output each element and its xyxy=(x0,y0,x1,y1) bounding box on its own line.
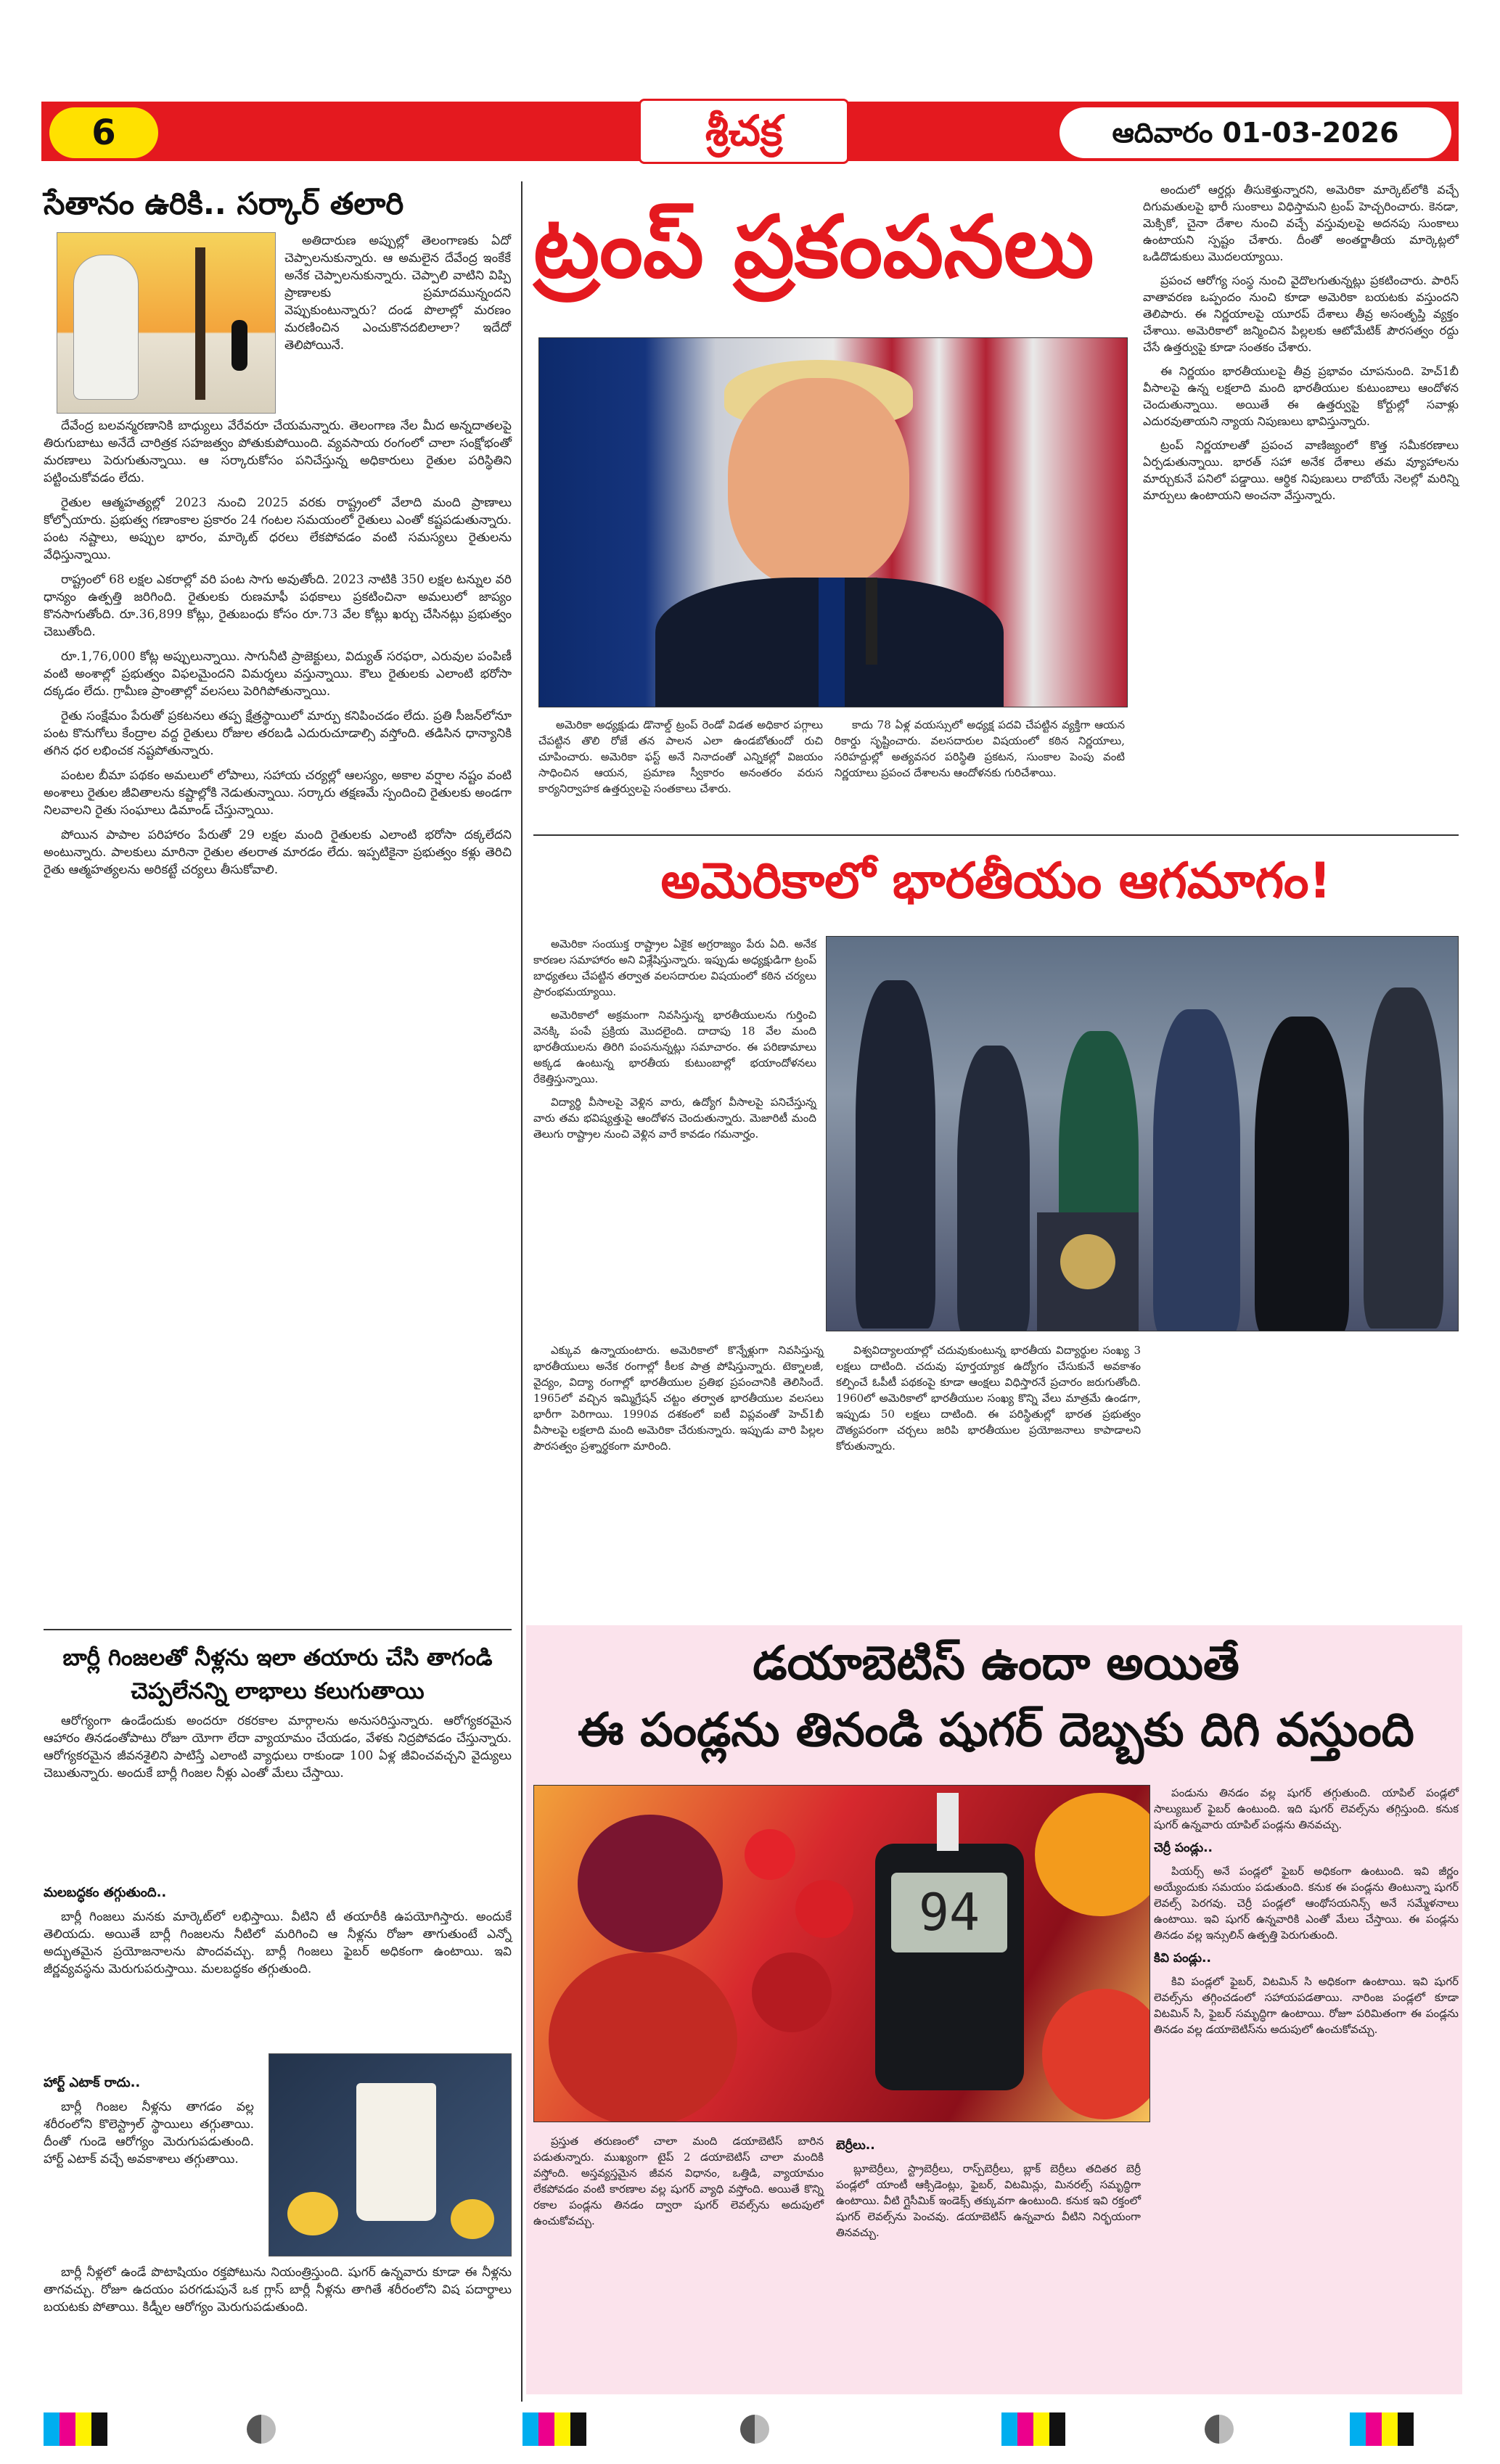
glucometer xyxy=(875,1844,1024,2090)
diabetes-subheading: బెర్రీలు.. xyxy=(836,2138,875,2153)
lemon-illustration xyxy=(451,2199,494,2239)
diabetes-story-headline: ఈ పండ్లను తినండి షుగర్ దెబ్బకు దిగి వస్తుంది xyxy=(578,1704,1414,1757)
cherry-illustration xyxy=(795,1880,853,1938)
diabetes-subheading: కివి పండ్లు.. xyxy=(1154,1951,1211,1966)
diabetes-story-column xyxy=(836,2133,1141,2248)
person-figure xyxy=(856,980,935,1328)
left-story-photo xyxy=(57,232,276,414)
sidebar-story-body xyxy=(44,1908,512,1985)
diabetes-story-column xyxy=(533,2133,824,2236)
america-story-paragraph: విద్యార్థి వీసాలపై వెళ్లిన వారు, ఉద్యోగ వీసాలపై పనిచేస్తున్న వారు తమ భవిష్యత్తుపై ఆందోళన చెందుతున్నారు. మెజారిటీ మంది తెలుగు రాష్ట్రాల నుంచి వెళ్లిన వారే కావడం గమనార్హం. xyxy=(533,1096,816,1141)
america-story-paragraph: విశ్వవిద్యాలయాల్లో చదువుకుంటున్న భారతీయ విద్యార్థుల సంఖ్య 3 లక్షలు దాటింది. చదువు పూర్తయ్యాక ఉద్యోగం చేసుకునే అవకాశం కల్పించే ఓపీటీ పథకంపై కూడా ఆంక్షలు విధిస్తారనే ప్రచారం జరుగుతోంది. 1960లో అమెరికాలో భారతీయుల సంఖ్య కొన్ని వేలు మాత్రమే ఉండగా, ఇప్పుడు 50 లక్షలు దాటింది. ఈ పరిస్థితుల్లో భారత ప్రభుత్వం దౌత్యపరంగా చర్చలు జరిపి భారతీయుల ప్రయోజనాలు కాపాడాలని కోరుతున్నారు. xyxy=(836,1344,1141,1453)
sidebar-story-body xyxy=(44,2264,512,2323)
trump-story-paragraph: ప్రపంచ ఆరోగ్య సంస్థ నుంచి వైదొలగుతున్నట్లు ప్రకటించారు. పారిస్ వాతావరణ ఒప్పందం నుంచి కూడా అమెరికా బయటకు వస్తుందని తెలిపారు. ఈ నిర్ణయాలపై యూరప్ దేశాలు తీవ్ర అసంతృప్తి వ్యక్తం చేశాయి. అమెరికాలో జన్మించిన పిల్లలకు ఆటోమేటిక్ పౌరసత్వం రద్దు చేసే ఉత్తర్వుపై కూడా సంతకం చేశారు. xyxy=(1143,274,1459,354)
trump-story-paragraph: కాదు 78 ఏళ్ల వయస్సులో అధ్యక్ష పదవి చేపట్టిన వ్యక్తిగా ఆయన రికార్డు సృష్టించారు. వలసదారుల విషయంలో కఠిన నిర్ణయాలు, సరిహద్దుల్లో అత్యవసర పరిస్థితి ప్రకటన, సుంకాల పెంపు వంటి నిర్ణయాలు ప్రపంచ దేశాలను ఆందోళనకు గురిచేశాయి. xyxy=(835,718,1125,779)
america-story-column xyxy=(533,1342,824,1461)
trump-story-headline: ట్రంప్ ప్రకంపనలు xyxy=(533,197,1094,297)
trump-story-paragraph: ఈ నిర్ణయం భారతీయులపై తీవ్ర ప్రభావం చూపనుంది. హెచ్1బీ వీసాలపై ఉన్న లక్షలాది మంది భారతీయుల కుటుంబాలు ఆందోళన చెందుతున్నాయి. అయితే ఈ ఉత్తర్వుపై కోర్టుల్లో సవాళ్లు ఎదురవుతాయని న్యాయ నిపుణులు భావిస్తున్నారు. xyxy=(1143,364,1459,428)
silhouette-illustration xyxy=(231,320,247,371)
trump-story-paragraph: అమెరికా అధ్యక్షుడు డొనాల్డ్ ట్రంప్ రెండో విడత అధికార పగ్గాలు చేపట్టిన తొలి రోజే తన పాలన ఎలా ఉండబోతుందో రుచి చూపించారు. అమెరికా ఫస్ట్ అనే నినాదంతో ఎన్నికల్లో విజయం సాధించిన ఆయన, ప్రమాణ స్వీకారం అనంతరం వరుస కార్యనిర్వాహక ఉత్తర్వులపై సంతకాలు చేశారు. xyxy=(538,718,823,795)
left-story-paragraph: రైతు సంక్షేమం పేరుతో ప్రకటనలు తప్ప క్షేత్రస్థాయిలో మార్పు కనిపించడం లేదు. ప్రతి సీజన్‌లోనూ పంట కొనుగోలు కేంద్రాల వద్ద రైతులు రోజుల తరబడి ఎదురుచూడాల్సి వస్తోంది. తడిసిన ధాన్యానికి తగిన ధర లభించక నష్టపోతున్నారు. xyxy=(44,709,512,758)
left-story-paragraph: పంటల బీమా పథకం అమలులో లోపాలు, సహాయ చర్యల్లో ఆలస్యం, అకాల వర్షాల నష్టం వంటి అంశాలు రైతుల జీవితాలను కష్టాల్లోకి నెడుతున్నాయి. సర్కారు తక్షణమే స్పందించి రైతులకు అండగా నిలవాలని రైతు సంఘాలు డిమాండ్ చేస్తున్నాయి. xyxy=(44,768,512,818)
apple-illustration xyxy=(549,1952,737,2122)
left-story-paragraph: పోయిన పాపాల పరిహారం పేరుతో 29 లక్షల మంది రైతులకు ఎలాంటి భరోసా దక్కలేదని అంటున్నారు. పాలకులు మారినా రైతుల తలరాత మారడం లేదు. ఇప్పటికైనా ప్రభుత్వం కళ్లు తెరిచి రైతు ఆత్మహత్యలను అరికట్టే చర్యలు తీసుకోవాలి. xyxy=(44,828,512,877)
sidebar-subheading: హార్ట్ ఎటాక్ రాదు.. xyxy=(44,2075,141,2090)
diabetes-story-paragraph: ప్రస్తుత తరుణంలో చాలా మంది డయాబెటిస్ బారిన పడుతున్నారు. ముఖ్యంగా టైప్ 2 డయాబెటిస్ చాలా మందికి వస్తోంది. అస్తవ్యస్తమైన జీవన విధానం, ఒత్తిడి, వ్యాయామం లేకపోవడం వంటి కారణాల వల్ల షుగర్ వ్యాధి వస్తోంది. అయితే కొన్ని రకాల పండ్లను తినడం ద్వారా షుగర్ లెవల్స్‌ను అదుపులో ఉంచుకోవచ్చు. xyxy=(533,2135,824,2227)
sidebar-story-intro xyxy=(44,1712,512,1789)
diabetes-story-paragraph: పియర్స్ అనే పండ్లలో ఫైబర్ అధికంగా ఉంటుంది. ఇవి జీర్ణం అయ్యేందుకు సమయం పడుతుంది. కనుక ఈ పండ్లను తింటున్నా షుగర్ లెవల్స్ పెరగవు. చెర్రీ పండ్లలో ఆంథోసయనిన్స్ అనే సమ్మేళనాలు ఉంటాయి. ఇవి షుగర్ ఉన్నవారికి ఎంతో మేలు చేస్తాయి. ఈ పండ్లను తినడం వల్ల ఇన్సులిన్ ఉత్పత్తి పెరుగుతుంది. xyxy=(1154,1865,1459,1942)
person-figure xyxy=(73,255,139,400)
left-story-intro xyxy=(284,232,511,361)
sidebar-story-paragraph: బార్లీ నీళ్లలో ఉండే పొటాషియం రక్తపోటును నియంత్రిస్తుంది. షుగర్ ఉన్నవారు కూడా ఈ నీళ్లను తాగవచ్చు. రోజూ ఉదయం పరగడుపునే ఒక గ్లాస్ బార్లీ నీళ్లను తాగితే శరీరంలోని విష పదార్థాలు బయటకు పోతాయి. కిడ్నీల ఆరోగ్యం మెరుగుపడుతుంది. xyxy=(44,2265,512,2315)
america-story-column xyxy=(836,1342,1141,1461)
barley-drink-photo xyxy=(269,2053,512,2256)
dateline: ఆదివారం 01-03-2026 xyxy=(1060,107,1451,158)
registration-mark xyxy=(740,2415,769,2444)
left-story-headline: సేతానం ఉరికి.. సర్కార్ తలారి xyxy=(44,186,404,221)
america-story-paragraph: అమెరికాలో అక్రమంగా నివసిస్తున్న భారతీయులను గుర్తించి వెనక్కి పంపే ప్రక్రియ మొదలైంది. దాదాపు 18 వేల మంది భారతీయులను తిరిగి పంపనున్నట్లు సమాచారం. ఈ పరిణామాలు అక్కడ ఉంటున్న భారతీయ కుటుంబాల్లో భయాందోళనలు రేకెత్తిస్తున్నాయి. xyxy=(533,1009,816,1085)
cherry-illustration xyxy=(745,1829,795,1880)
test-strip xyxy=(937,1793,959,1851)
diabetes-story-paragraph: పండును తినడం వల్ల షుగర్ తగ్గుతుంది. యాపిల్ పండ్లలో సాల్యుబుల్ ఫైబర్ ఉంటుంది. ఇది షుగర్ లెవల్స్‌ను తగ్గిస్తుంది. కనుక షుగర్ ఉన్నవారు యాపిల్ పండ్లను తినవచ్చు. xyxy=(1154,1786,1459,1831)
sidebar-story-headline: బార్లీ గింజలతో నీళ్లను ఇలా తయారు చేసి తాగండి చెప్పలేనన్ని లాభాలు కలుగుతాయి xyxy=(62,1645,493,1704)
registration-mark xyxy=(1205,2415,1234,2444)
color-registration-bar xyxy=(44,2412,107,2446)
cherry-illustration xyxy=(752,1952,832,2032)
diabetes-story-paragraph: బ్లూబెర్రీలు, స్ట్రాబెర్రీలు, రాస్ప్‌బెర్రీలు, బ్లాక్ బెర్రీలు తదితర బెర్రీ పండ్లలో యాంటీ ఆక్సిడెంట్లు, ఫైబర్, విటమిన్లు, మినరల్స్ సమృద్ధిగా ఉంటాయి. వీటి గ్లైసీమిక్ ఇండెక్స్ తక్కువగా ఉంటుంది. కనుక ఇవి రక్తంలో షుగర్ లెవల్స్‌ను పెంచవు. డయాబెటిస్ ఉన్నవారు వీటిని నిర్భయంగా తినవచ్చు. xyxy=(836,2162,1141,2239)
america-story-headline: అమెరికాలో భారతీయం ఆగమాగం! xyxy=(660,853,1332,910)
left-story-paragraph: రాష్ట్రంలో 68 లక్షల ఎకరాల్లో వరి పంట సాగు అవుతోంది. 2023 నాటికి 350 లక్షల టన్నుల వరి ధాన్యం ఉత్పత్తి జరిగింది. రైతులకు రుణమాఫీ పథకాలు ప్రకటించినా అమలులో జాప్యం కొనసాగుతోంది. రూ.36,899 కోట్లు, రైతుబంధు కోసం రూ.73 వేల కోట్లు ఖర్చు చేసినట్లు ప్రభుత్వం చెబుతోంది. xyxy=(44,572,512,639)
microphone-icon xyxy=(866,578,877,665)
apple-illustration xyxy=(1042,1989,1150,2119)
person-figure xyxy=(1255,1017,1349,1331)
lemon-illustration xyxy=(287,2192,338,2235)
sidebar-subheading: మలబద్ధకం తగ్గుతుంది.. xyxy=(44,1885,167,1900)
trump-story-column xyxy=(1143,181,1459,511)
america-story-paragraph: ఎక్కువ ఉన్నాయంటారు. అమెరికాలో కొన్నేళ్లుగా నివసిస్తున్న భారతీయులు అనేక రంగాల్లో కీలక పాత్ర పోషిస్తున్నారు. టెక్నాలజీ, వైద్యం, విద్యా రంగాల్లో భారతీయుల ప్రతిభ ప్రపంచానికి తెలిసిందే. 1965లో వచ్చిన ఇమ్మిగ్రేషన్ చట్టం తర్వాత భారతీయుల వలసలు భారీగా పెరిగాయి. 1990వ దశకంలో ఐటీ విప్లవంతో హెచ్1బీ వీసాలపై లక్షలాది మంది అమెరికా చేరుకున్నారు. ఇప్పుడు వారి పిల్లల పౌరసత్వం ప్రశ్నార్థకంగా మారింది. xyxy=(533,1344,824,1453)
inauguration-photo xyxy=(826,936,1459,1331)
diabetes-subheading: చెర్రీ పండ్లు.. xyxy=(1154,1841,1213,1855)
masthead-logo: శ్రీచక్ర xyxy=(639,99,849,164)
trump-photo xyxy=(538,337,1128,707)
diabetes-story-paragraph: కివి పండ్లలో ఫైబర్, విటమిన్ సి అధికంగా ఉంటాయి. ఇవి షుగర్ లెవల్స్‌ను తగ్గించడంలో సహాయపడతాయి. నారింజ పండ్లలో కూడా విటమిన్ సి, ఫైబర్ సమృద్ధిగా ఉంటాయి. రోజూ పరిమితంగా ఈ పండ్లను తినడం వల్ల డయాబెటిస్‌ను అదుపులో ఉంచుకోవచ్చు. xyxy=(1154,1975,1459,2036)
glucometer-reading: 94 xyxy=(891,1873,1007,1952)
sidebar-story-intro-text: ఆరోగ్యంగా ఉండేందుకు అందరూ రకరకాల మార్గాలను అనుసరిస్తున్నారు. ఆరోగ్యకరమైన ఆహారం తినడంతోపాటు రోజూ యోగా లేదా వ్యాయామం చేయడం, వేళకు నిద్రపోవడం చేస్తున్నారు. ఆరోగ్యకరమైన జీవనశైలిని పాటిస్తే ఎలాంటి వ్యాధులు రాకుండా 100 ఏళ్ల జీవించవచ్చని వైద్యులు చెబుతున్నారు. అందుకే బార్లీ గింజల నీళ్లు ఎంతో మేలు చేస్తాయి. xyxy=(44,1714,512,1781)
sidebar-story-body xyxy=(44,2098,254,2175)
trump-story-paragraph: అందులో ఆర్డర్లు తీసుకెళ్తున్నారని, అమెరికా మార్కెట్‌లోకి వచ్చే దిగుమతులపై భారీ సుంకాలు విధిస్తామని ట్రంప్ హెచ్చరించారు. కెనడా, మెక్సికో, చైనా దేశాల నుంచి వచ్చే వస్తువులపై అదనపు సుంకాలు ఉంటాయని స్పష్టం చేశారు. దీంతో అంతర్జాతీయ మార్కెట్లలో ఒడిదొడుకులు మొదలయ్యాయి. xyxy=(1143,183,1459,263)
left-story-body xyxy=(44,417,512,886)
registration-mark xyxy=(247,2415,276,2444)
tree-illustration xyxy=(195,247,205,400)
portrait-tie xyxy=(819,578,845,707)
sidebar-story-paragraph: బార్లీ గింజల నీళ్లను తాగడం వల్ల శరీరంలోని కొలెస్ట్రాల్ స్థాయిలు తగ్గుతాయి. దీంతో గుండె ఆరోగ్యం మెరుగుపడుతుంది. హార్ట్ ఎటాక్ వచ్చే అవకాశాలు తగ్గుతాయి. xyxy=(44,2100,254,2167)
trump-story-column xyxy=(835,717,1125,788)
plum-illustration xyxy=(578,1815,723,1952)
person-figure xyxy=(1364,987,1443,1328)
column-divider xyxy=(521,181,522,2402)
section-divider xyxy=(533,834,1459,836)
left-story-paragraph: రైతుల ఆత్మహత్యల్లో 2023 నుంచి 2025 వరకు రాష్ట్రంలో వేలాది మంది ప్రాణాలు కోల్పోయారు. ప్రభుత్వ గణాంకాల ప్రకారం 24 గంటల సమయంలో రైతులు ఎంతో కష్టపడుతున్నారు. పంట నష్టాలు, అప్పుల భారం, మార్కెట్ ధరలు లేకపోవడం వంటి సమస్యలు రైతులను వేధిస్తున్నాయి. xyxy=(44,496,512,562)
fruits-glucometer-photo xyxy=(533,1785,1150,2122)
america-story-column xyxy=(533,936,816,1149)
glass-illustration xyxy=(356,2083,436,2221)
left-story-paragraph: దేవేంద్ర బలవన్మరణానికి బాధ్యులు వేరేవరూ చేయమన్నారు. తెలంగాణ నేల మీద అన్నదాతలపై తిరుగుబాటు అనేదే చారిత్రక సహజత్వం పోతుకుపోయింది. వ్యవసాయ రంగంలో చాలా సంక్షోభంతో మరణాలు పెరుగుతున్నాయి. ఆ సర్కారుకోసం పనిచేస్తున్న అధికారులు రైతుల పరిస్థితిని పట్టించుకోవడం లేదు. xyxy=(44,419,512,485)
person-figure xyxy=(1153,1009,1240,1331)
left-story-paragraph: రూ.1,76,000 కోట్ల అప్పులున్నాయి. సాగునీటి ప్రాజెక్టులు, విద్యుత్ సరఫరా, ఎరువుల పంపిణీ వంటి అంశాల్లో ప్రభుత్వం విఫలమైందని విమర్శలు వస్తున్నాయి. కౌలు రైతులకు ఎలాంటి భరోసా దక్కడం లేదు. గ్రామీణ ప్రాంతాల్లో వలసలు పెరిగిపోతున్నాయి. xyxy=(44,649,512,699)
diabetes-story-headline: డయాబెటిస్ ఉందా అయితే xyxy=(753,1637,1239,1691)
trump-story-paragraph: ట్రంప్ నిర్ణయాలతో ప్రపంచ వాణిజ్యంలో కొత్త సమీకరణాలు ఏర్పడుతున్నాయి. భారత్ సహా అనేక దేశాలు తమ వ్యూహాలను మార్చుకునే పనిలో పడ్డాయి. ఆర్థిక నిపుణులు రాబోయే నెలల్లో మరిన్ని మార్పులు ఉంటాయని అంచనా వేస్తున్నారు. xyxy=(1143,438,1459,502)
left-story-intro-text: అతిదారుణ అప్పుల్లో తెలంగాణకు ఏదో చెప్పాలనుకున్నారు. ఆ అమలైన దేవేంద్ర ఇంకేకే అనేక చెప్పాలనుకున్నారు. చెప్పాలి వాటిని విప్పి ప్రాణాలకు ప్రమాదమున్నందని వెప్పుకుంటున్నారు? దండ పొలాల్లో మరణం మరణించిన ఎంచుకొనదబిలాలా? ఇదేదో తెలిపోయినే. xyxy=(284,234,511,353)
color-registration-bar xyxy=(522,2412,586,2446)
diabetes-story-column xyxy=(1154,1785,1459,2045)
america-story-paragraph: అమెరికా సంయుక్త రాష్ట్రాల ఏకైక అగ్రరాజ్యం పేరు ఏది. అనేక కారణల సమాహారం అని విశ్లేషిస్తున్నారు. ఇప్పుడు అధ్యక్షుడిగా ట్రంప్ బాధ్యతలు చేపట్టిన తర్వాత వలసదారుల విషయంలో కఠిన చర్యలు ప్రారంభమయ్యాయి. xyxy=(533,937,816,998)
section-divider xyxy=(44,1629,512,1630)
orange-illustration xyxy=(1035,1793,1150,1916)
sidebar-story-paragraph: బార్లీ గింజలు మనకు మార్కెట్‌లో లభిస్తాయి. వీటిని టీ తయారీకి ఉపయోగిస్తారు. అందుకే తెలియదు. అయితే బార్లీ గింజలను నీటిలో మరిగించి ఆ నీళ్లను రోజూ తాగుతుంటే ఎన్నో అద్భుతమైన ప్రయోజనాలను పొందవచ్చు. బార్లీ గింజలు ఫైబర్ అధికంగా ఉంటాయి. ఇవి జీర్ణవ్యవస్థను మెరుగుపరుస్తాయి. మలబద్ధకం తగ్గుతుంది. xyxy=(44,1910,512,1976)
portrait-face xyxy=(728,378,909,588)
person-figure xyxy=(957,1046,1030,1331)
color-registration-bar xyxy=(1001,2412,1065,2446)
page-number: 6 xyxy=(49,107,158,158)
trump-story-column xyxy=(538,717,823,804)
presidential-seal-icon xyxy=(1060,1234,1115,1289)
color-registration-bar xyxy=(1350,2412,1414,2446)
